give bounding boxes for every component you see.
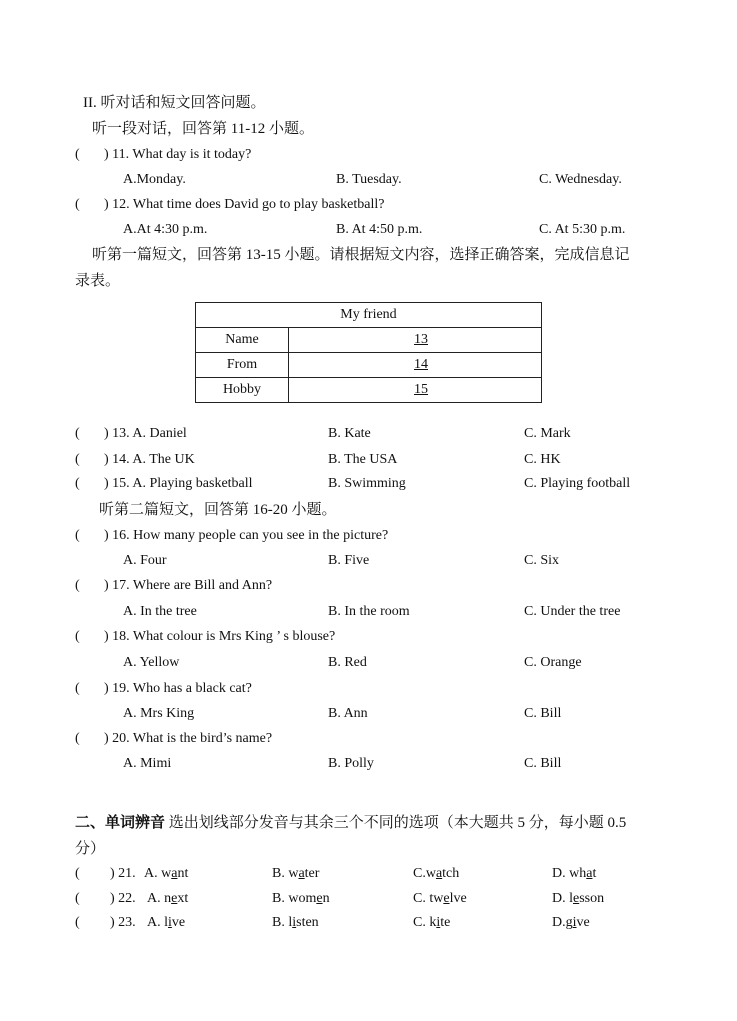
q22-option-d: D. lesson	[552, 891, 605, 906]
table-blank: 15	[289, 378, 542, 403]
phonics-section-heading	[75, 814, 626, 832]
answer-paren: (	[75, 476, 80, 491]
question-22: ) 22.	[110, 891, 136, 906]
part1-instruction: 听一段对话，回答第 11-12 小题。	[92, 121, 314, 137]
question-20: ) 20. What is the bird’s name?	[104, 731, 273, 746]
q15-option-b: B. Swimming	[328, 476, 406, 491]
question-15: ) 15. A. Playing basketball	[104, 476, 253, 491]
q21-option-c: C.watch	[413, 866, 460, 881]
q11-option-a: A.Monday.	[123, 172, 186, 187]
q17-option-a: A. In the tree	[123, 604, 197, 619]
q23-option-b: B. listen	[272, 915, 319, 930]
q20-option-a: A. Mimi	[123, 756, 172, 771]
q12-option-c: C. At 5:30 p.m.	[539, 222, 626, 237]
answer-paren: (	[75, 528, 80, 543]
q21-option-b: B. water	[272, 866, 320, 881]
phonics-title: 单词辨音	[105, 815, 166, 831]
q18-option-b: B. Red	[328, 655, 367, 670]
info-table	[195, 302, 542, 403]
q15-option-c: C. Playing football	[524, 476, 631, 491]
table-label: Name	[196, 328, 289, 353]
q16-option-a: A. Four	[123, 553, 167, 568]
table-blank: 14	[289, 353, 542, 378]
q13-option-b: B. Kate	[328, 426, 371, 441]
question-11: ) 11. What day is it today?	[104, 147, 252, 162]
q22-option-b: B. women	[272, 891, 330, 906]
q11-option-c: C. Wednesday.	[539, 172, 622, 187]
answer-paren: (	[75, 866, 80, 881]
answer-paren: (	[75, 578, 80, 593]
q14-option-b: B. The USA	[328, 452, 398, 467]
table-row	[196, 328, 542, 353]
table-label: Hobby	[196, 378, 289, 403]
question-19: ) 19. Who has a black cat?	[104, 681, 252, 696]
part2-instruction: 听第一篇短文，回答第 13-15 小题。请根据短文内容，选择正确答案，完成信息记	[92, 247, 630, 263]
table-row	[196, 378, 542, 403]
section-heading: II. 听对话和短文回答问题。	[83, 95, 266, 111]
q17-option-c: C. Under the tree	[524, 604, 621, 619]
question-14: ) 14. A. The UK	[104, 452, 195, 467]
q14-option-c: C. HK	[524, 452, 561, 467]
q21-option-d: D. what	[552, 866, 597, 881]
question-18: ) 18. What colour is Mrs King ’ s blouse?	[104, 629, 336, 644]
q17-option-b: B. In the room	[328, 604, 410, 619]
q12-option-a: A.At 4:30 p.m.	[123, 222, 208, 237]
question-21: ) 21.	[110, 866, 136, 881]
table-blank: 13	[289, 328, 542, 353]
answer-paren: (	[75, 629, 80, 644]
q12-option-b: B. At 4:50 p.m.	[336, 222, 423, 237]
answer-paren: (	[75, 147, 80, 162]
part2-instruction-cont: 录表。	[75, 273, 121, 289]
q16-option-b: B. Five	[328, 553, 370, 568]
answer-paren: (	[75, 915, 80, 930]
q23-option-c: C. kite	[413, 915, 451, 930]
q11-option-b: B. Tuesday.	[336, 172, 402, 187]
q19-option-c: C. Bill	[524, 706, 562, 721]
question-13: ) 13. A. Daniel	[104, 426, 187, 441]
q19-option-b: B. Ann	[328, 706, 368, 721]
question-12: ) 12. What time does David go to play basketball?	[104, 197, 385, 212]
q18-option-a: A. Yellow	[123, 655, 180, 670]
q22-option-a: A. next	[147, 891, 189, 906]
q21-option-a: A. want	[144, 866, 189, 881]
answer-paren: (	[75, 426, 80, 441]
answer-paren: (	[75, 197, 80, 212]
phonics-instruction-cont: 分）	[75, 841, 106, 857]
phonics-number: 二、	[75, 815, 106, 831]
q23-option-d: D.give	[552, 915, 590, 930]
table-label: From	[196, 353, 289, 378]
answer-paren: (	[75, 731, 80, 746]
q13-option-c: C. Mark	[524, 426, 571, 441]
q23-option-a: A. live	[147, 915, 186, 930]
question-23: ) 23.	[110, 915, 136, 930]
part3-instruction: 听第二篇短文，回答第 16-20 小题。	[99, 502, 337, 518]
q20-option-c: C. Bill	[524, 756, 562, 771]
answer-paren: (	[75, 891, 80, 906]
table-row	[196, 353, 542, 378]
q20-option-b: B. Polly	[328, 756, 374, 771]
table-title: My friend	[196, 303, 542, 328]
answer-paren: (	[75, 452, 80, 467]
answer-paren: (	[75, 681, 80, 696]
question-17: ) 17. Where are Bill and Ann?	[104, 578, 273, 593]
phonics-instruction: 选出划线部分发音与其余三个不同的选项（本大题共 5 分，每小题 0.5	[165, 815, 627, 831]
q18-option-c: C. Orange	[524, 655, 582, 670]
q19-option-a: A. Mrs King	[123, 706, 195, 721]
q16-option-c: C. Six	[524, 553, 560, 568]
question-16: ) 16. How many people can you see in the picture?	[104, 528, 389, 543]
q22-option-c: C. twelve	[413, 891, 467, 906]
